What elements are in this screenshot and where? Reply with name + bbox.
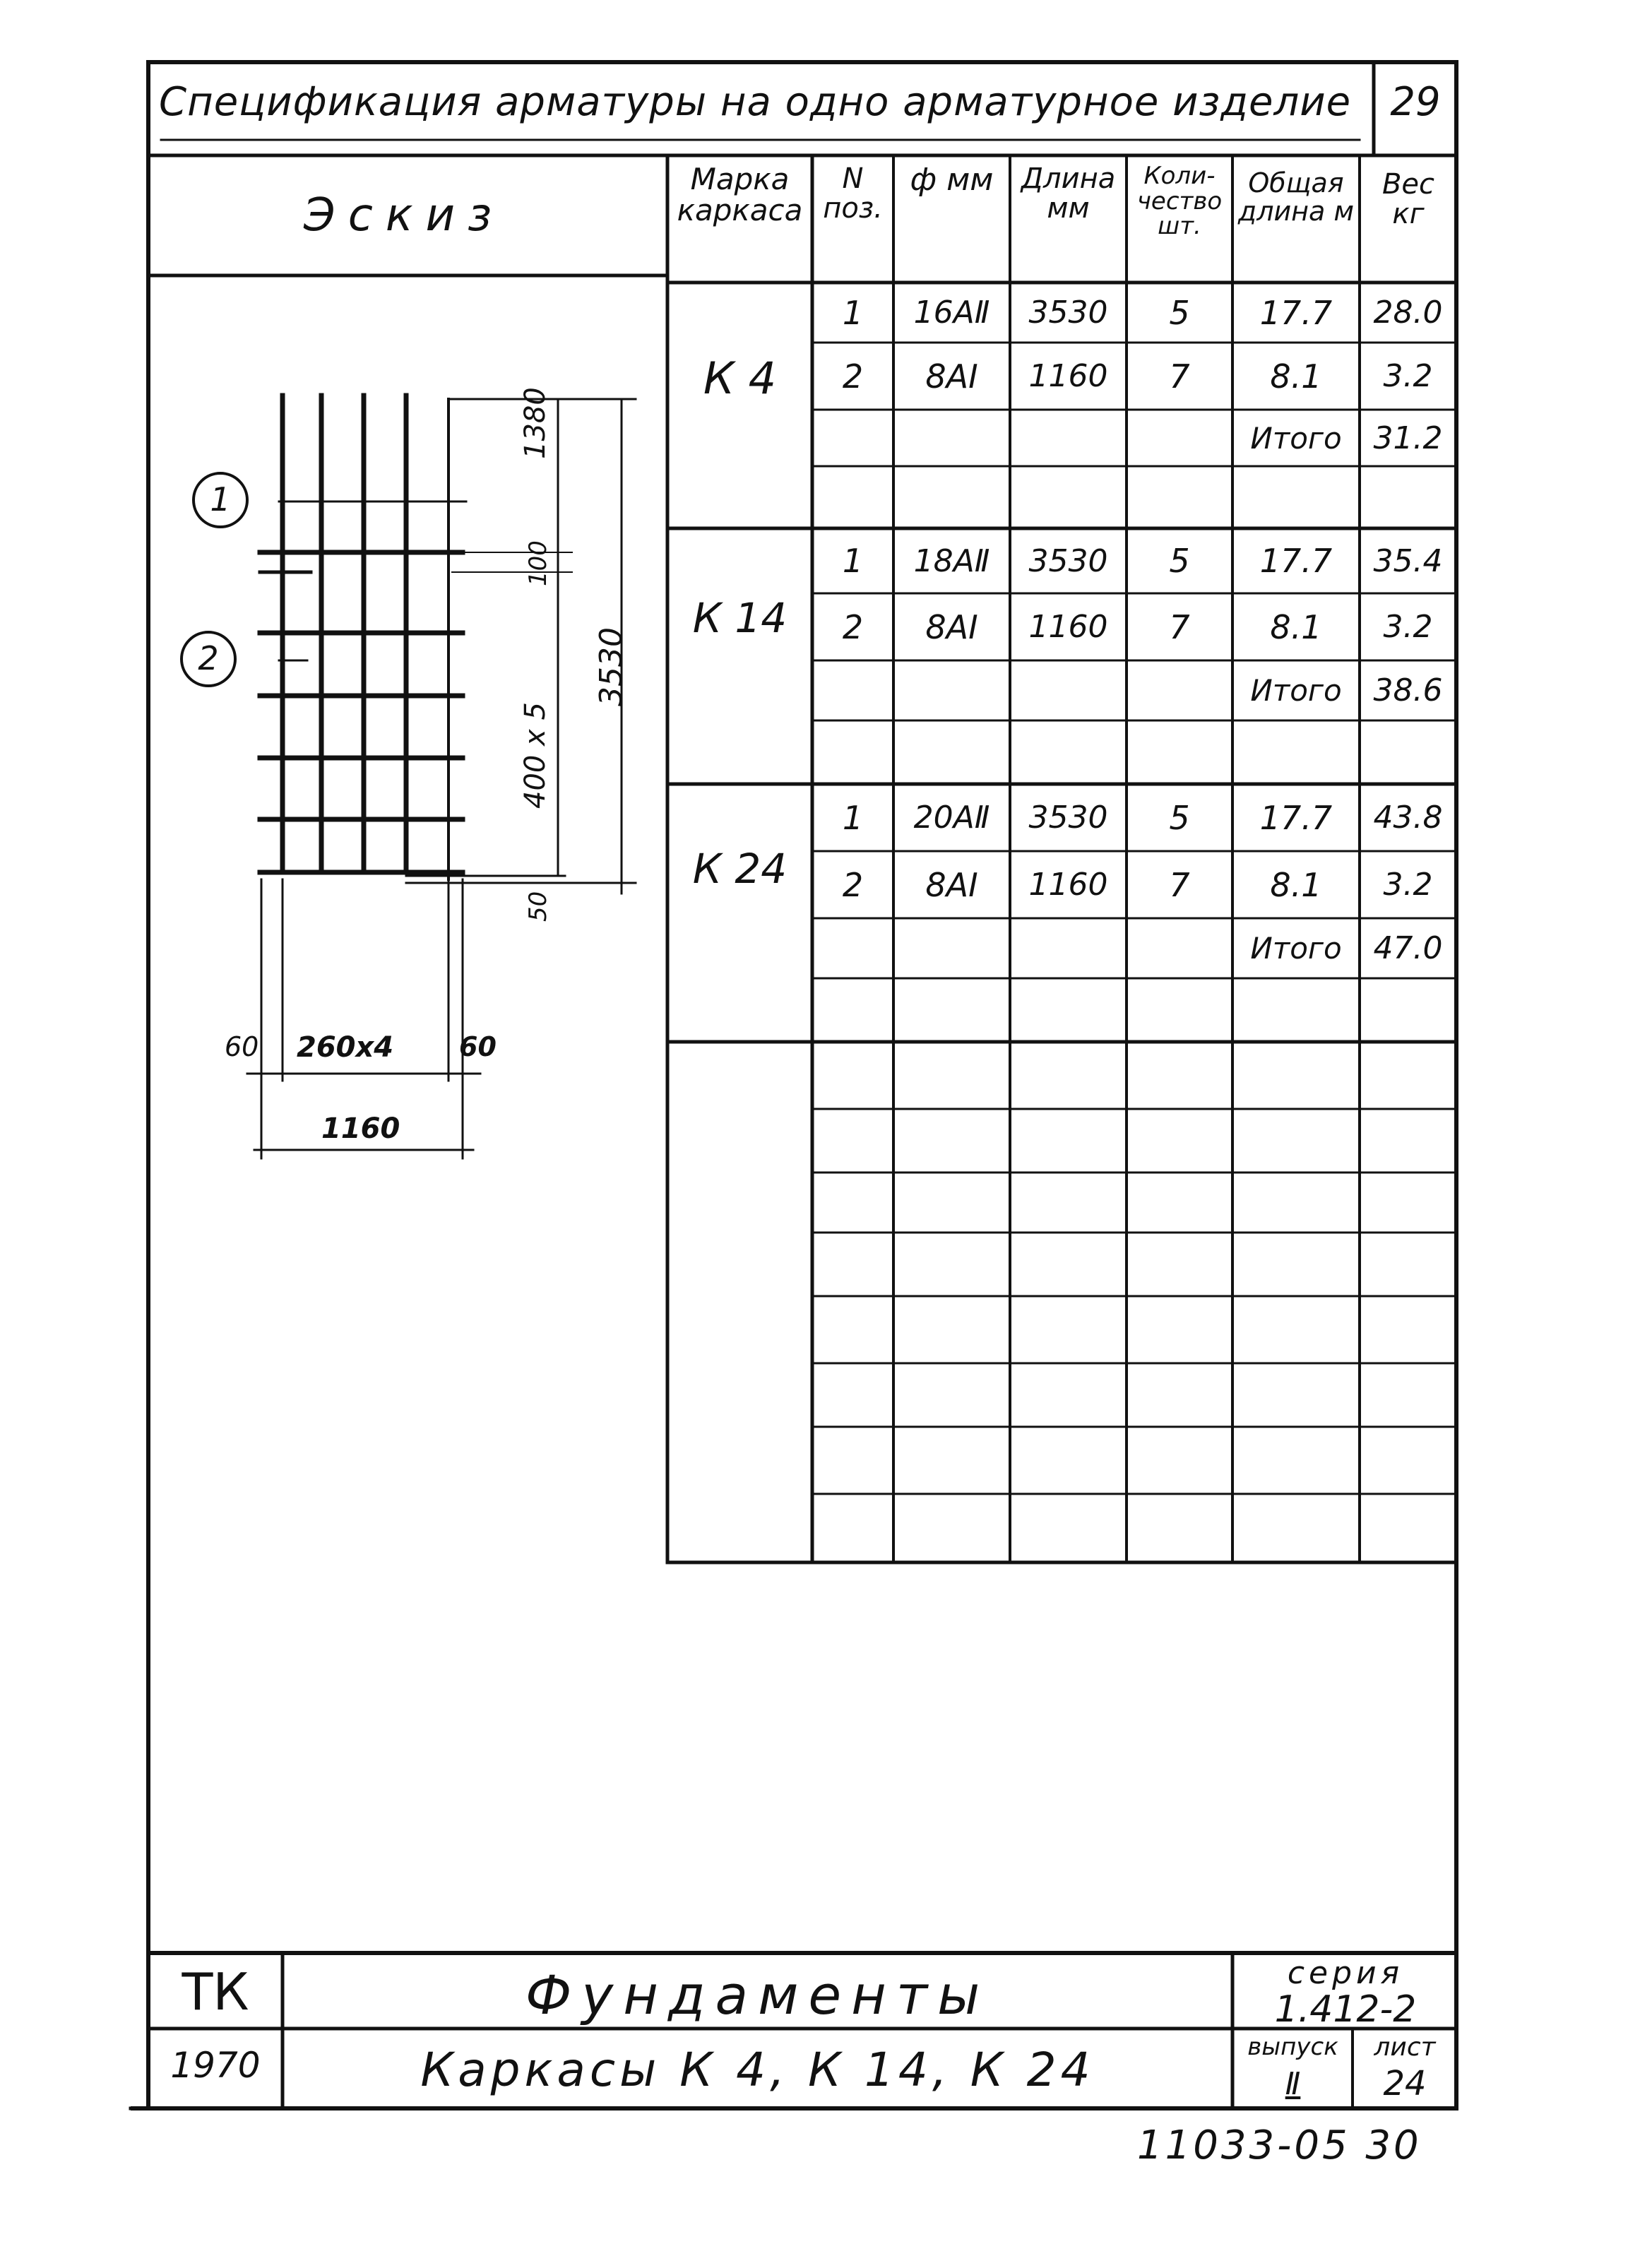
group-mark: К 4 xyxy=(703,352,777,404)
table-cell: 1160 xyxy=(1028,867,1108,903)
dim-top-rod: 1380 xyxy=(519,387,552,459)
table-cell: 18AⅡ xyxy=(913,542,990,579)
group-mark: К 24 xyxy=(692,845,788,893)
table-cell: 16AⅡ xyxy=(913,295,990,331)
group-mark: К 14 xyxy=(692,594,788,642)
table-cell: 2 xyxy=(842,607,864,646)
table-cell: 8.1 xyxy=(1270,357,1322,396)
table-cell: 8.1 xyxy=(1270,607,1322,646)
dim-total-width: 1160 xyxy=(321,1112,400,1145)
callout-1: 1 xyxy=(210,480,231,518)
table-cell: 2 xyxy=(842,865,864,904)
table-cell: 17.7 xyxy=(1259,798,1333,837)
table-cell: 1 xyxy=(842,293,864,332)
table-cell: 3.2 xyxy=(1383,609,1433,645)
table-cell: 8AI xyxy=(925,357,978,396)
table-cell: 1 xyxy=(842,798,864,837)
col-header-total-length: Общая длина м xyxy=(1237,167,1355,227)
table-cell: 1 xyxy=(842,542,864,580)
sheet-value: 24 xyxy=(1383,2064,1427,2103)
table-cell: 28.0 xyxy=(1373,295,1443,331)
dim-right-offset: 60 xyxy=(459,1031,497,1062)
table-cell: 5 xyxy=(1169,293,1190,332)
col-header-pos: N поз. xyxy=(823,162,883,225)
dim-bottom: 50 xyxy=(524,891,552,922)
table-cell: 3530 xyxy=(1028,800,1108,836)
table-cell: 43.8 xyxy=(1373,800,1443,836)
total-label: Итого xyxy=(1250,931,1342,966)
dim-total-length: 3530 xyxy=(593,627,629,706)
col-header-dia: ф мм xyxy=(910,162,994,198)
table-cell: 8.1 xyxy=(1270,865,1322,904)
col-header-mark: Марка каркаса xyxy=(677,162,803,228)
subtitle: Каркасы К 4, К 14, К 24 xyxy=(420,2043,1095,2097)
table-cell: 3530 xyxy=(1028,295,1108,331)
table-cell: 7 xyxy=(1169,607,1190,646)
org-code: ТК xyxy=(182,1962,249,2022)
table-cell: 17.7 xyxy=(1259,293,1333,332)
total-label: Итого xyxy=(1250,420,1342,456)
total-value: 38.6 xyxy=(1373,672,1443,708)
table-cell: 7 xyxy=(1169,357,1190,396)
table-cell: 3.2 xyxy=(1383,867,1433,903)
issue-value: Ⅱ xyxy=(1285,2066,1301,2102)
series-label: серия xyxy=(1287,1955,1404,1991)
archive-stamp: 11033-05 30 xyxy=(1137,2123,1422,2168)
col-header-qty: Коли- чество шт. xyxy=(1136,162,1223,241)
page-title: Спецификация арматуры на одно арматурное изделие xyxy=(159,79,1352,125)
series-value: 1.412-2 xyxy=(1274,1988,1417,2031)
col-header-weight: Вес кг xyxy=(1381,168,1435,230)
table-cell: 1160 xyxy=(1028,358,1108,394)
table-cell: 17.7 xyxy=(1259,542,1333,580)
callout-2: 2 xyxy=(198,639,219,677)
main-title: Фундаменты xyxy=(525,1964,990,2026)
table-cell: 3530 xyxy=(1028,542,1108,579)
dim-gap: 100 xyxy=(524,540,552,586)
table-cell: 5 xyxy=(1169,798,1190,837)
table-cell: 3.2 xyxy=(1383,358,1433,394)
table-cell: 5 xyxy=(1169,542,1190,580)
table-cell: 8AI xyxy=(925,865,978,904)
year: 1970 xyxy=(170,2045,261,2086)
table-cell: 7 xyxy=(1169,865,1190,904)
table-cell: 8AI xyxy=(925,607,978,646)
total-value: 47.0 xyxy=(1373,930,1443,966)
table-cell: 1160 xyxy=(1028,609,1108,645)
sheet-label: лист xyxy=(1374,2033,1436,2062)
table-cell: 2 xyxy=(842,357,864,396)
total-label: Итого xyxy=(1250,673,1342,708)
table-cell: 20AⅡ xyxy=(913,800,990,836)
col-header-length: Длина мм xyxy=(1021,162,1116,225)
page-number: 29 xyxy=(1390,79,1441,125)
dim-left-offset: 60 xyxy=(225,1031,259,1062)
dim-spacing: 400 x 5 xyxy=(519,702,552,809)
issue-label: выпуск xyxy=(1247,2033,1338,2061)
sketch-label: Эскиз xyxy=(304,189,505,242)
total-value: 31.2 xyxy=(1373,420,1443,456)
table-cell: 35.4 xyxy=(1373,542,1443,579)
dim-mid-spacing: 260x4 xyxy=(297,1031,394,1064)
